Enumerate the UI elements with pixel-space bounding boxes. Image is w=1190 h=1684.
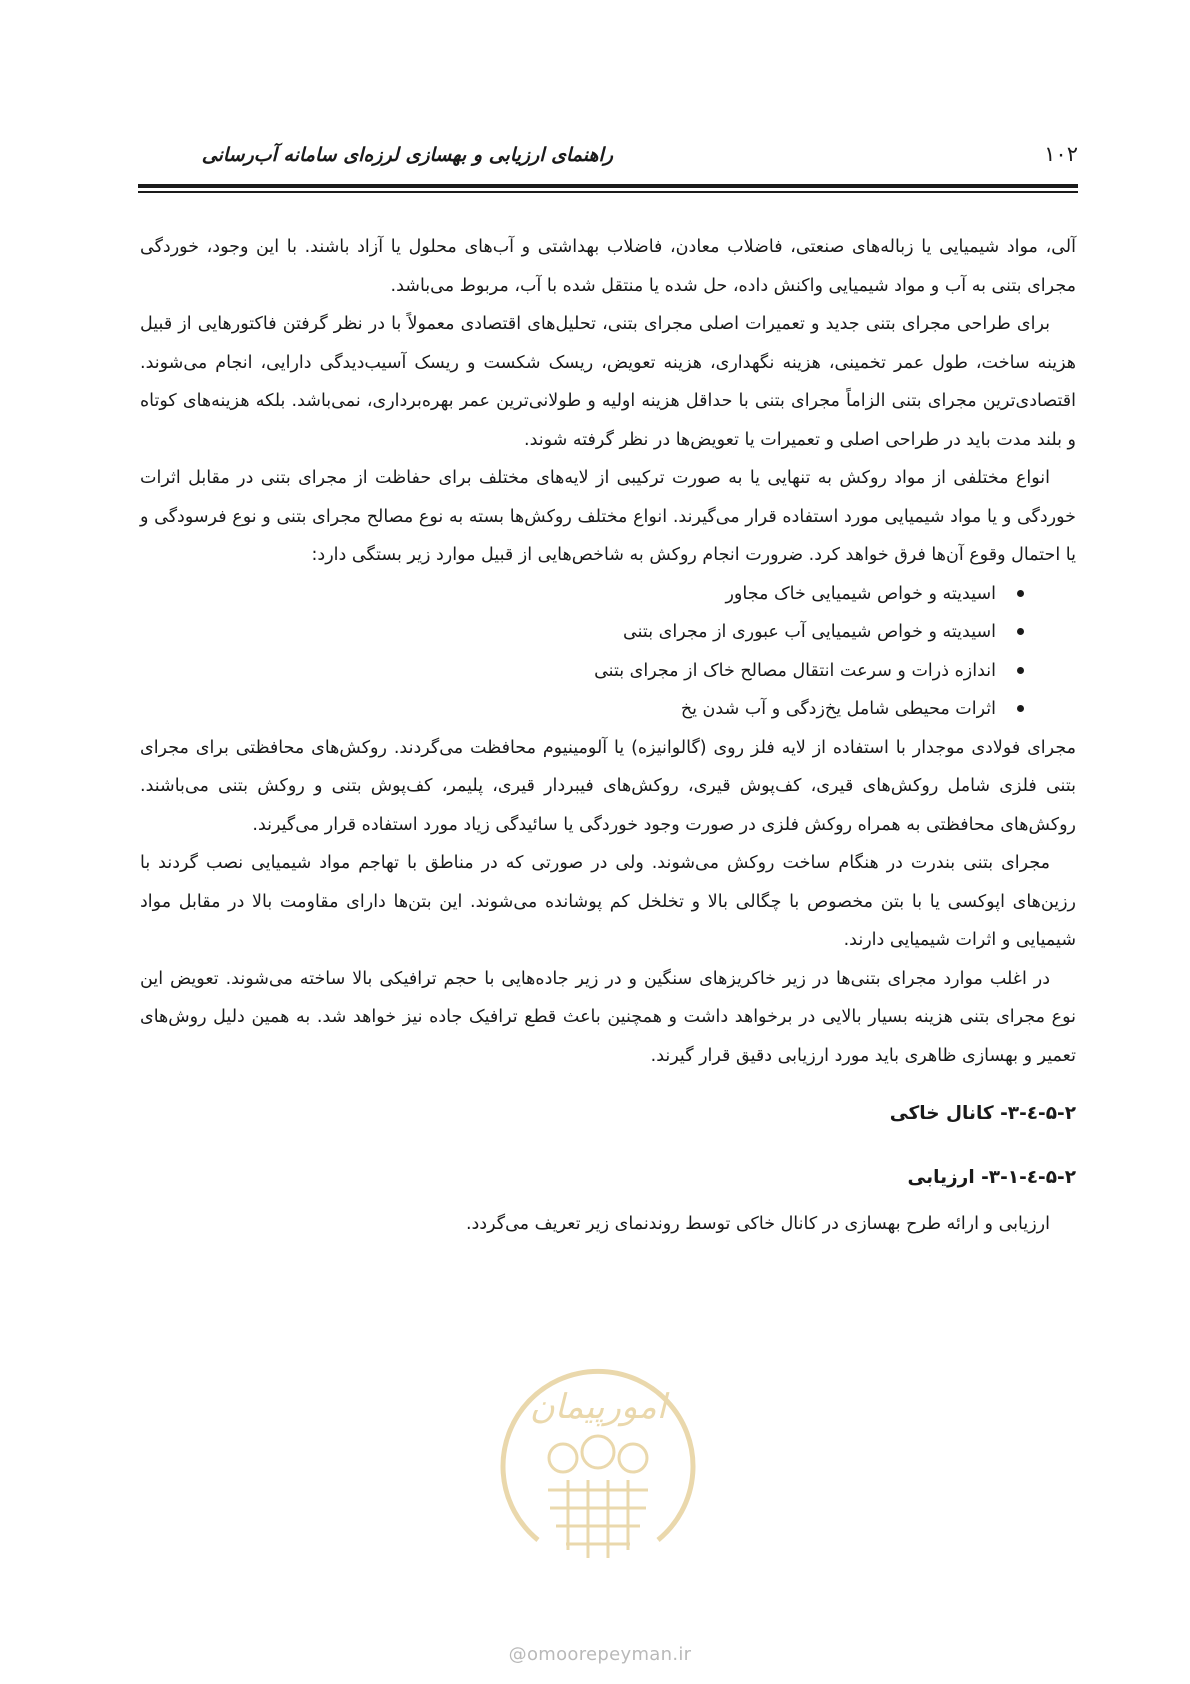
- paragraph: در اغلب موارد مجرای بتنی‌ها در زیر خاکریزهای سنگین و در زیر جاده‌هایی با حجم ترافیکی بالا ساخته می‌شوند. تعویض این نوع مجرای بتنی هزینه بسیار بالایی در برخواهد داشت و همچنین باعث قطع ترافیک جاده نیز خواهد شد. به همین دلیل روش‌های تعمیر و بهسازی ظاهری باید مورد ارزیابی دقیق قرار گیرند.: [140, 968, 1076, 1066]
- list-item: [140, 652, 1024, 691]
- header-rule-thick: [138, 184, 1078, 188]
- bullet-icon: [1017, 667, 1024, 674]
- paragraph: مجرای فولادی موجدار با استفاده از لایه فلز روی (گالوانیزه) یا آلومینیوم محافظت می‌گردند. روکش‌های محافظتی برای مجرای بتنی فلزی شامل روکش‌های قیری، کف‌پوش قیری، روکش‌های فیبردار قیری، پلیمر، کف‌پوش بتنی و روکش بتنی می‌باشند. روکش‌های محافظتی به همراه روکش فلزی در صورت وجود خوردگی یا سائیدگی زیاد مورد استفاده قرار می‌گیرند.: [140, 737, 1076, 835]
- bullet-icon: [1017, 590, 1024, 597]
- bullet-icon: [1017, 705, 1024, 712]
- watermark-seal: [478, 1340, 718, 1580]
- body-text: [140, 228, 1076, 1244]
- seal-logo-icon: [478, 1340, 718, 1580]
- seal-logo-text: امورپیمان: [529, 1387, 667, 1427]
- header-rule-thin: [138, 191, 1078, 193]
- book-title: راهنمای ارزیابی و بهسازی لرزه‌ای سامانه آب‌رسانی: [201, 144, 613, 166]
- list-item-text: اندازه ذرات و سرعت انتقال مصالح خاک از مجرای بتنی: [594, 660, 996, 681]
- running-header: [138, 136, 1078, 176]
- list-item: [140, 613, 1024, 652]
- bullet-list: [140, 575, 1076, 729]
- list-item-text: اثرات محیطی شامل یخ‌زدگی و آب شدن یخ: [680, 699, 996, 719]
- list-item-text: اسیدیته و خواص شیمیایی آب عبوری از مجرای بتنی: [623, 622, 996, 642]
- paragraph: ارزیابی و ارائه طرح بهسازی در کانال خاکی توسط روندنمای زیر تعریف می‌گردد.: [465, 1214, 1050, 1234]
- paragraph: آلی، مواد شیمیایی یا زباله‌های صنعتی، فاضلاب معادن، فاضلاب بهداشتی و آب‌های محلول یا آزاد باشند. با این وجود، خوردگی مجرای بتنی به آب و مواد شیمیایی واکنش داده، حل شده یا منتقل شده با آب، مربوط می‌باشد.: [140, 237, 1076, 296]
- list-item: [140, 690, 1024, 729]
- list-item-text: اسیدیته و خواص شیمیایی خاک مجاور: [725, 583, 996, 604]
- section-heading: ۵-۲-٤-۳- کانال خاکی: [889, 1103, 1076, 1124]
- page-number: ۱۰۲: [1044, 142, 1078, 166]
- watermark-url: @omoorepeyman.ir: [508, 1644, 692, 1665]
- subsection-heading: ۵-۲-٤-۳-۱- ارزیابی: [907, 1167, 1076, 1188]
- paragraph: مجرای بتنی بندرت در هنگام ساخت روکش می‌شوند. ولی در صورتی که در مناطق با تهاجم مواد شیمیایی نصب گردند با رزین‌های اپوکسی یا با بتن مخصوص با چگالی بالا و تخلخل کم پوشانده می‌شوند. این بتن‌ها دارای مقاومت بالا در مقابل مواد شیمیایی و اثرات شیمیایی دارند.: [140, 853, 1076, 950]
- list-item: [140, 575, 1024, 614]
- paragraph: برای طراحی مجرای بتنی جدید و تعمیرات اصلی مجرای بتنی، تحلیل‌های اقتصادی معمولاً با در نظر گرفتن فاکتورهایی از قبیل هزینه ساخت، طول عمر تخمینی، هزینه نگهداری، هزینه تعویض، ریسک شکست و ریسک آسیب‌دیدگی دارایی، انجام می‌شوند. اقتصادی‌ترین مجرای بتنی الزاماً مجرای بتنی با حداقل هزینه اولیه و طولانی‌ترین عمر بهره‌برداری، نمی‌باشد. بلکه هزینه‌های کوتاه و بلند مدت باید در طراحی اصلی و تعمیرات یا تعویض‌ها در نظر گرفته شوند.: [140, 314, 1076, 450]
- bullet-icon: [1017, 628, 1024, 635]
- paragraph: انواع مختلفی از مواد روکش به تنهایی یا به صورت ترکیبی از لایه‌های مختلف برای حفاظت از مجرای بتنی در مقابل اثرات خوردگی و یا مواد شیمیایی مورد استفاده قرار می‌گیرند. انواع مختلف روکش‌ها بسته به نوع مصالح مجرای بتنی و نوع فرسودگی و یا احتمال وقوع آن‌ها فرق خواهد کرد. ضرورت انجام روکش به شاخص‌هایی از قبیل موارد زیر بستگی دارد:: [140, 468, 1076, 565]
